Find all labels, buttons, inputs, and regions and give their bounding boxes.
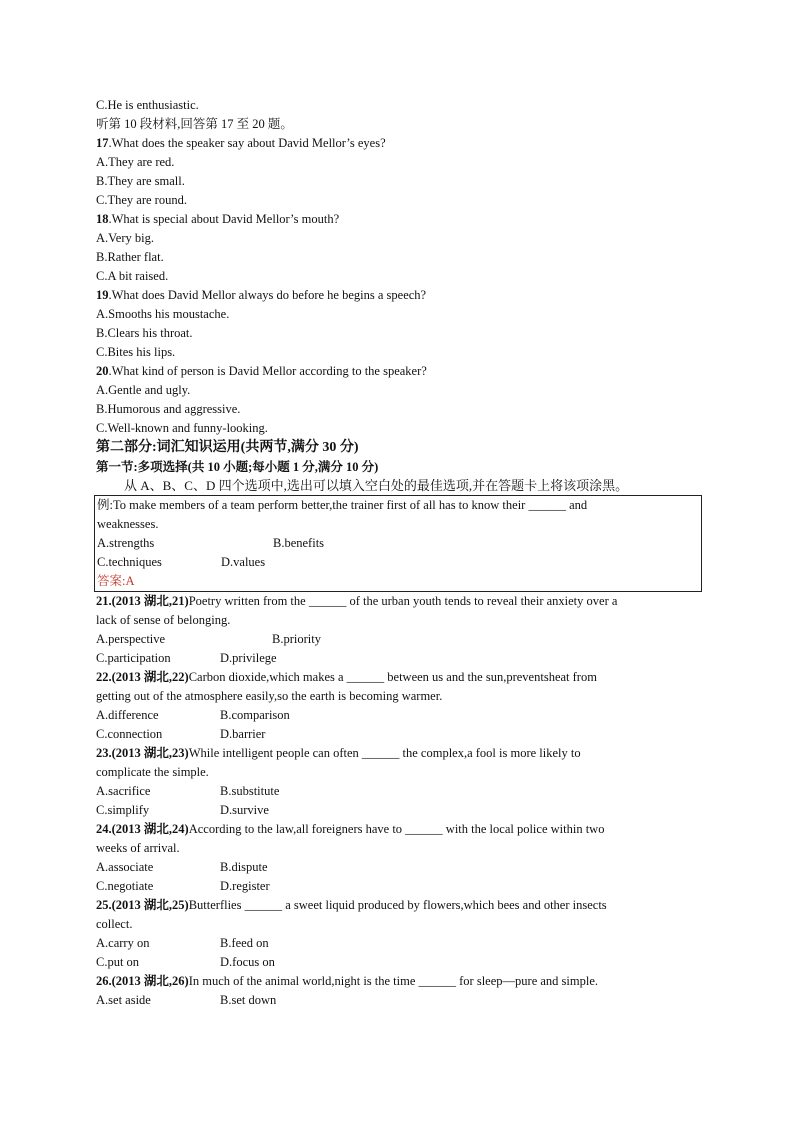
options-ab [96, 706, 702, 725]
question-text: .What kind of person is David Mellor according to the speaker? [108, 364, 427, 378]
question-number: 24 [96, 822, 109, 836]
options-cd [96, 877, 702, 896]
options-ab [96, 934, 702, 953]
question-text: In much of the animal world,night is the time ______ for sleep—pure and simple. [188, 974, 598, 988]
question-source: .(2013 湖北,24) [108, 822, 189, 836]
question-number: 21 [96, 594, 109, 608]
options-cd [96, 953, 702, 972]
option-d: D.barrier [220, 727, 266, 741]
option-d: D.values [221, 555, 266, 569]
example-line-1: 例:To make members of a team perform better,the trainer first of all has to know their ______ and [97, 498, 588, 512]
option: B.Clears his throat. [96, 326, 193, 340]
option-b: B.feed on [220, 936, 269, 950]
question-text-continued: weeks of arrival. [96, 841, 180, 855]
option-a: A.strengths [97, 536, 155, 550]
question-source: .(2013 湖北,25) [108, 898, 189, 912]
question-text: .What does David Mellor always do before he begins a speech? [108, 288, 427, 302]
instruction: 从 A、B、C、D 四个选项中,选出可以填入空白处的最佳选项,并在答题卡上将该项涂黑。 [124, 478, 629, 493]
option-c: C.simplify [96, 803, 150, 817]
question-source: .(2013 湖北,26) [108, 974, 189, 988]
example-options-cd [97, 553, 699, 572]
option: A.They are red. [96, 155, 175, 169]
question-text: While intelligent people can often ______ the complex,a fool is more likely to [188, 746, 581, 760]
option-c: C.connection [96, 727, 163, 741]
question-number: 26 [96, 974, 109, 988]
example-answer: 答案:A [97, 574, 135, 588]
question-23 [96, 744, 702, 763]
question-26 [96, 972, 702, 991]
option-c: C.participation [96, 651, 171, 665]
option-d: D.register [220, 879, 270, 893]
question-25 [96, 896, 702, 915]
question-text-continued: lack of sense of belonging. [96, 613, 231, 627]
option-a: A.carry on [96, 936, 150, 950]
option: A.Very big. [96, 231, 154, 245]
option: B.They are small. [96, 174, 185, 188]
question-number: 18 [96, 212, 109, 226]
option: C.Bites his lips. [96, 345, 176, 359]
question-number: 22 [96, 670, 109, 684]
question-number: 20 [96, 364, 109, 378]
options-ab [96, 991, 702, 1010]
option-d: D.privilege [220, 651, 277, 665]
question-19 [96, 286, 702, 305]
question-source: .(2013 湖北,22) [108, 670, 189, 684]
question-number: 23 [96, 746, 109, 760]
example-line-2: weaknesses. [97, 517, 159, 531]
part-2-title: 第二部分:词汇知识运用(共两节,满分 30 分) [96, 440, 359, 455]
options-ab [96, 858, 702, 877]
question-17 [96, 134, 702, 153]
option: B.Humorous and aggressive. [96, 402, 241, 416]
option: A.Smooths his moustache. [96, 307, 230, 321]
option-a: A.set aside [96, 993, 151, 1007]
option-b: B.set down [220, 993, 277, 1007]
option-d: D.focus on [220, 955, 275, 969]
option-c-16: C.He is enthusiastic. [96, 98, 199, 112]
question-number: 25 [96, 898, 109, 912]
options-cd [96, 725, 702, 744]
option-a: A.perspective [96, 632, 166, 646]
option-a: A.difference [96, 708, 159, 722]
option: C.A bit raised. [96, 269, 169, 283]
example-box [94, 495, 702, 592]
question-24 [96, 820, 702, 839]
example-options-ab [97, 534, 699, 553]
section-1-title: 第一节:多项选择(共 10 小题;每小题 1 分,满分 10 分) [96, 460, 379, 474]
option: B.Rather flat. [96, 250, 164, 264]
option-b: B.substitute [220, 784, 280, 798]
section-10-intro: 听第 10 段材料,回答第 17 至 20 题。 [96, 117, 293, 131]
question-number: 17 [96, 136, 109, 150]
question-source: .(2013 湖北,23) [108, 746, 189, 760]
option-a: A.associate [96, 860, 154, 874]
question-text-continued: collect. [96, 917, 133, 931]
question-text: .What does the speaker say about David Mellor’s eyes? [108, 136, 386, 150]
option-c: C.put on [96, 955, 140, 969]
option: C.Well-known and funny-looking. [96, 421, 268, 435]
option-c: C.negotiate [96, 879, 154, 893]
question-18 [96, 210, 702, 229]
options-ab [96, 782, 702, 801]
question-text-continued: complicate the simple. [96, 765, 209, 779]
question-21 [96, 592, 702, 611]
options-cd [96, 649, 702, 668]
question-text: According to the law,all foreigners have to ______ with the local police within two [188, 822, 605, 836]
options-ab [96, 630, 702, 649]
question-text: Butterflies ______ a sweet liquid produced by flowers,which bees and other insects [188, 898, 607, 912]
option-b: B.dispute [220, 860, 268, 874]
question-source: .(2013 湖北,21) [108, 594, 189, 608]
question-text: Carbon dioxide,which makes a ______ between us and the sun,preventsheat from [188, 670, 597, 684]
question-text: .What is special about David Mellor’s mouth? [108, 212, 340, 226]
option-d: D.survive [220, 803, 269, 817]
question-text-continued: getting out of the atmosphere easily,so the earth is becoming warmer. [96, 689, 443, 703]
option-c: C.techniques [97, 555, 162, 569]
option-b: B.benefits [273, 536, 325, 550]
option: C.They are round. [96, 193, 187, 207]
option-b: B.comparison [220, 708, 290, 722]
option: A.Gentle and ugly. [96, 383, 191, 397]
question-text: Poetry written from the ______ of the urban youth tends to reveal their anxiety over a [188, 594, 618, 608]
options-cd [96, 801, 702, 820]
question-22 [96, 668, 702, 687]
option-b: B.priority [272, 632, 321, 646]
exam-page [96, 96, 702, 1010]
option-a: A.sacrifice [96, 784, 151, 798]
question-number: 19 [96, 288, 109, 302]
question-20 [96, 362, 702, 381]
